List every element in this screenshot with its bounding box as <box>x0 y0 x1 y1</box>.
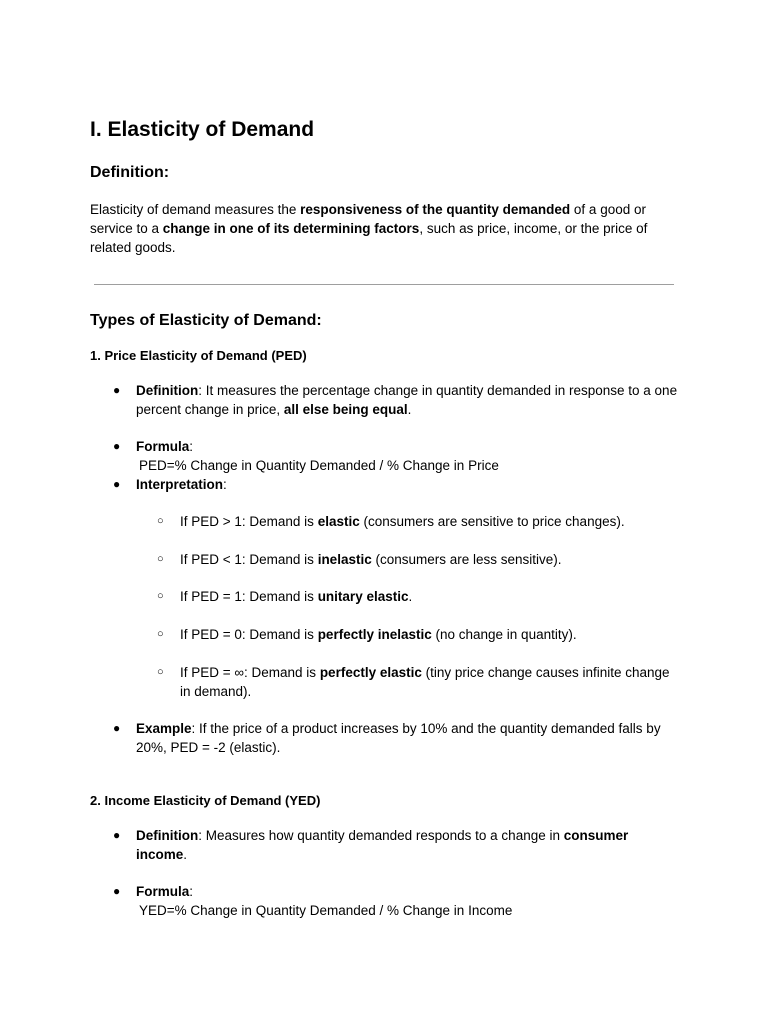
subitem-text-end: (consumers are less sensitive). <box>371 552 562 567</box>
ped-definition-bold: all else being equal <box>283 402 408 417</box>
ped-example-item <box>136 719 681 757</box>
yed-formula-text: YED=% Change in Quantity Demanded / % Change in Income <box>139 903 513 918</box>
interpretation-subitem <box>180 663 680 701</box>
subitem-bold: unitary elastic <box>317 589 409 604</box>
definition-text-3: , such as price, income, or the price of related goods. <box>90 221 648 255</box>
circle-bullet-icon: ○ <box>157 553 164 565</box>
subitem-bold: inelastic <box>317 552 372 567</box>
interpretation-subitem <box>180 550 680 569</box>
circle-bullet-icon: ○ <box>157 628 164 640</box>
yed-definition-text: : Measures how quantity demanded responds to a change in <box>198 828 564 843</box>
bullet-icon: ● <box>113 721 121 735</box>
circle-bullet-icon: ○ <box>157 666 164 678</box>
bullet-icon: ● <box>113 439 121 453</box>
ped-interpretation-sep: : <box>223 477 227 492</box>
ped-definition-end: . <box>407 402 412 417</box>
circle-bullet-icon: ○ <box>157 590 164 602</box>
yed-definition-end: . <box>183 847 188 862</box>
subitem-text-end: . <box>408 589 413 604</box>
definition-heading: Definition: <box>90 164 170 181</box>
interpretation-subitem <box>180 512 680 531</box>
ped-definition-text: : It measures the percentage change in quantity demanded in response to a one percent change in price, <box>136 383 678 417</box>
ped-formula-text: PED=% Change in Quantity Demanded / % Change in Price <box>139 458 499 473</box>
ped-example-text: : If the price of a product increases by 10% and the quantity demanded falls by 20%, PED = -2 (elastic). <box>136 721 661 755</box>
ped-heading: 1. Price Elasticity of Demand (PED) <box>90 348 307 363</box>
ped-interpretation-label: Interpretation <box>136 477 224 492</box>
subitem-text-end: (tiny price change causes infinite change in demand). <box>180 665 670 699</box>
definition-bold-1: responsiveness of the quantity demanded <box>300 202 571 217</box>
circle-bullet-icon: ○ <box>157 515 164 527</box>
subitem-text-end: (consumers are sensitive to price changes). <box>359 514 625 529</box>
yed-formula-sep: : <box>189 884 194 899</box>
subitem-text: If PED < 1: Demand is <box>180 552 318 567</box>
definition-bold-2: change in one of its determining factors <box>162 221 420 236</box>
ped-definition-item <box>136 381 681 419</box>
ped-formula-label: Formula <box>136 439 190 454</box>
page-title: I. Elasticity of Demand <box>90 118 315 141</box>
yed-definition-bold: consumer income <box>136 828 629 862</box>
subitem-text-end: (no change in quantity). <box>431 627 577 642</box>
yed-heading: 2. Income Elasticity of Demand (YED) <box>90 793 321 808</box>
yed-formula-item <box>136 882 681 901</box>
ped-example-label: Example <box>136 721 192 736</box>
subitem-text: If PED = 0: Demand is <box>180 627 318 642</box>
interpretation-subitem <box>180 625 680 644</box>
subitem-text: If PED = 1: Demand is <box>180 589 318 604</box>
ped-formula-item <box>136 437 681 456</box>
ped-interpretation-item <box>136 475 681 494</box>
horizontal-divider <box>94 284 674 285</box>
bullet-icon: ● <box>113 477 121 491</box>
definition-text-1: Elasticity of demand measures the <box>90 202 301 217</box>
ped-formula-sep: : <box>189 439 194 454</box>
ped-definition-label: Definition <box>136 383 199 398</box>
bullet-icon: ● <box>113 383 121 397</box>
subitem-text: If PED > 1: Demand is <box>180 514 318 529</box>
definition-paragraph <box>90 200 680 257</box>
subitem-bold: perfectly elastic <box>319 665 422 680</box>
subitem-bold: perfectly inelastic <box>317 627 432 642</box>
interpretation-subitem <box>180 587 680 606</box>
bullet-icon: ● <box>113 884 121 898</box>
subitem-text: If PED = ∞: Demand is <box>180 665 320 680</box>
subitem-bold: elastic <box>317 514 360 529</box>
yed-definition-label: Definition <box>136 828 199 843</box>
types-heading: Types of Elasticity of Demand: <box>90 312 322 329</box>
definition-text-2: of a good or service to a <box>90 202 646 236</box>
bullet-icon: ● <box>113 828 121 842</box>
yed-formula-label: Formula <box>136 884 190 899</box>
yed-definition-item <box>136 826 681 864</box>
